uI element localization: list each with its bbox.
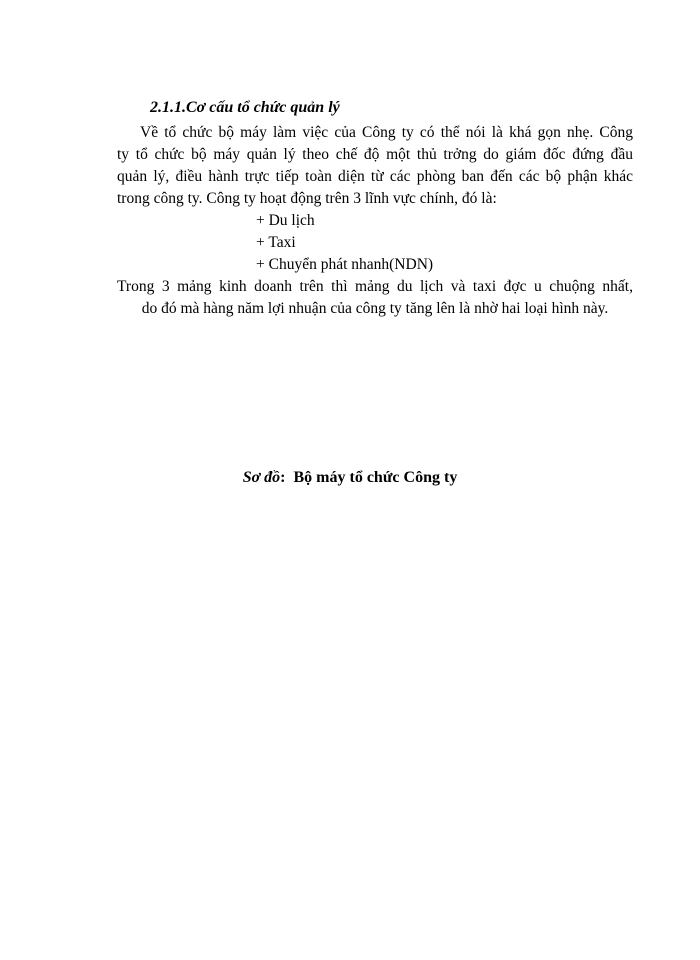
list-item-express-delivery: + Chuyển phát nhanh(NDN) — [256, 256, 434, 273]
list-item-taxi: + Taxi — [256, 234, 296, 251]
diagram-label: Sơ đồ — [242, 469, 281, 486]
list-item-tourism: + Du lịch — [256, 212, 315, 229]
paragraph-profit — [117, 276, 633, 320]
diagram-title: Bộ máy tổ chức Công ty — [293, 469, 458, 486]
diagram-caption — [0, 469, 700, 487]
section-heading: 2.1.1.Cơ cấu tổ chức quản lý — [150, 99, 340, 116]
paragraph-organization — [117, 122, 633, 210]
paragraph-line: trong công ty. Công ty hoạt động trên 3 lĩnh vực chính, đó là: — [117, 190, 497, 207]
business-fields-list — [256, 210, 433, 276]
diagram-separator: : — [280, 469, 286, 486]
paragraph-line: ty tổ chức bộ máy quản lý theo chế độ một thủ trởng do giám đốc đứng đầu — [117, 146, 633, 163]
paragraph-line: quản lý, điều hành trực tiếp toàn diện từ các phòng ban đến các bộ phận khác — [117, 168, 633, 185]
paragraph-line: Về tổ chức bộ máy làm việc của Công ty có thể nói là khá gọn nhẹ. Công — [140, 124, 633, 141]
paragraph-line: do đó mà hàng năm lợi nhuận của công ty tăng lên là nhờ hai loại hình này. — [141, 300, 609, 317]
paragraph-line: Trong 3 mảng kinh doanh trên thì mảng du lịch và taxi đợc u chuộng nhất, — [117, 278, 633, 295]
